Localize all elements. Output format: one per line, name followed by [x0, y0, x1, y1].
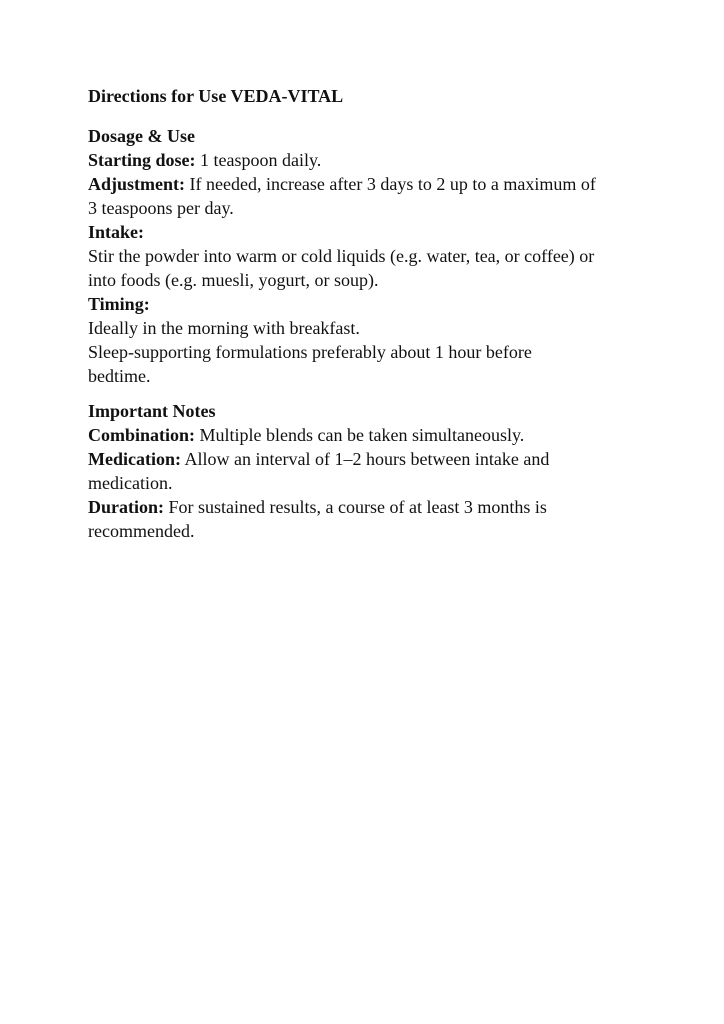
paragraph-timing: [88, 292, 668, 388]
paragraph-combination: [88, 423, 668, 447]
page-title: Directions for Use VEDA-VITAL: [88, 86, 344, 106]
duration-text-line-2: recommended.: [88, 521, 195, 541]
adjustment-label: Adjustment:: [88, 174, 185, 194]
paragraph-adjustment: [88, 172, 668, 220]
section-heading-notes: Important Notes: [88, 401, 216, 421]
duration-text-line-1: For sustained results, a course of at least 3 months is: [168, 497, 547, 517]
paragraph-medication: [88, 447, 668, 495]
combination-label: Combination:: [88, 425, 196, 445]
adjustment-text-line-1: If needed, increase after 3 days to 2 up to a maximum of: [189, 174, 596, 194]
duration-label: Duration:: [88, 497, 164, 517]
timing-label: Timing:: [88, 294, 150, 314]
combination-text: Multiple blends can be taken simultaneously.: [199, 425, 525, 445]
timing-text-line-3: bedtime.: [88, 366, 151, 386]
starting-dose-label: Starting dose:: [88, 150, 196, 170]
medication-text-line-1: Allow an interval of 1–2 hours between intake and: [184, 449, 550, 469]
paragraph-duration: [88, 495, 668, 543]
medication-text-line-2: medication.: [88, 473, 173, 493]
medication-label: Medication:: [88, 449, 181, 469]
section-heading-dosage: Dosage & Use: [88, 126, 195, 146]
paragraph-starting-dose: [88, 148, 668, 172]
adjustment-text-line-2: 3 teaspoons per day.: [88, 198, 234, 218]
intake-text-line-2: into foods (e.g. muesli, yogurt, or soup).: [88, 270, 379, 290]
starting-dose-text: 1 teaspoon daily.: [200, 150, 322, 170]
intake-text-line-1: Stir the powder into warm or cold liquids (e.g. water, tea, or coffee) or: [88, 246, 595, 266]
paragraph-intake: [88, 220, 668, 292]
timing-text-line-2: Sleep-supporting formulations preferably about 1 hour before: [88, 342, 532, 362]
timing-text-line-1: Ideally in the morning with breakfast.: [88, 318, 360, 338]
intake-label: Intake:: [88, 222, 145, 242]
